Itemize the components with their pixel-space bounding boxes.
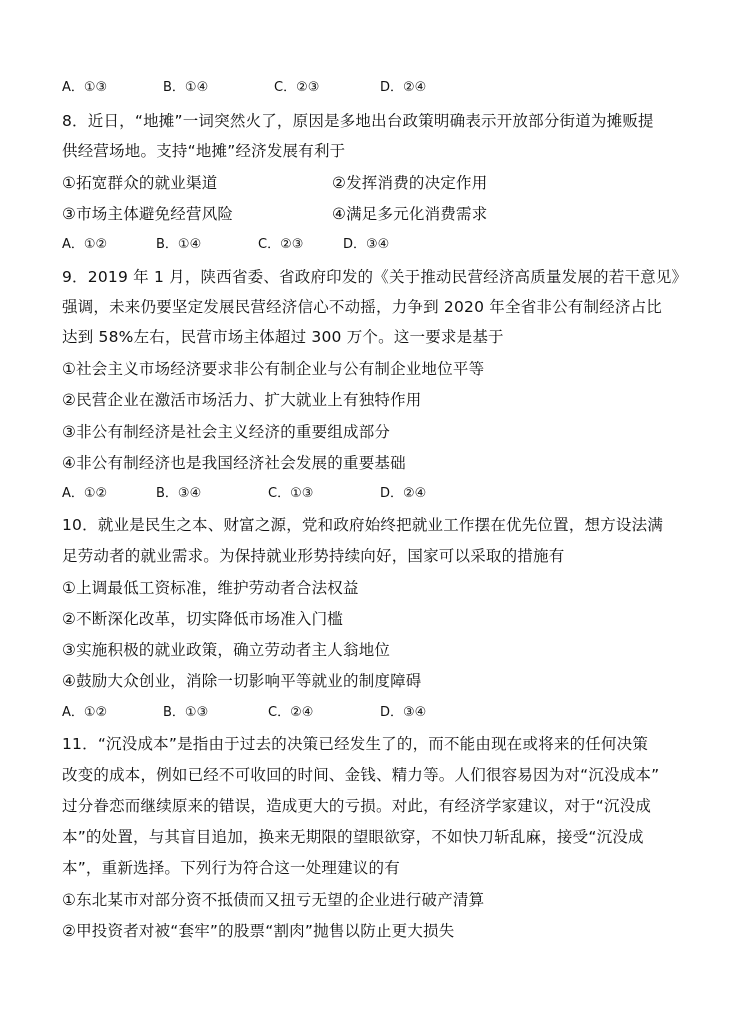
q8-stem-line-1: 8．近日，“地摊”一词突然火了，原因是多地出台政策明确表示开放部分街道为摊贩提 [62,112,654,130]
q7-option-c[interactable]: C．②③ [274,80,320,95]
q9-option-a[interactable]: A．①② [62,486,108,501]
q8-item-2: ②发挥消费的决定作用 [332,174,488,192]
q10-option-a[interactable]: A．①② [62,705,108,720]
q10-stem-line-2: 足劳动者的就业需求。为保持就业形势持续向好，国家可以采取的措施有 [62,547,565,565]
q8-stem-line-2: 供经营场地。支持“地摊”经济发展有利于 [62,142,346,160]
q11-item-1: ①东北某市对部分资不抵债而又扭亏无望的企业进行破产清算 [62,891,485,909]
q7-option-b[interactable]: B．①④ [163,80,209,95]
q10-option-d[interactable]: D．③④ [380,705,427,720]
q10-item-1: ①上调最低工资标准，维护劳动者合法权益 [62,579,359,597]
q10-item-2: ②不断深化改革，切实降低市场准入门槛 [62,610,343,628]
q9-item-1: ①社会主义市场经济要求非公有制企业与公有制企业地位平等 [62,360,485,378]
q7-option-d[interactable]: D．②④ [380,80,427,95]
q11-stem-line-1: 11．“沉没成本”是指由于过去的决策已经发生了的，而不能由现在或将来的任何决策 [62,735,649,753]
q10-item-3: ③实施积极的就业政策，确立劳动者主人翁地位 [62,641,391,659]
q8-item-4: ④满足多元化消费需求 [332,205,488,223]
q8-option-c[interactable]: C．②③ [258,237,304,252]
q9-option-c[interactable]: C．①③ [268,486,314,501]
q11-stem-line-2: 改变的成本，例如已经不可收回的时间、金钱、精力等。人们很容易因为对“沉没成本” [62,766,660,784]
q10-item-4: ④鼓励大众创业，消除一切影响平等就业的制度障碍 [62,672,422,690]
q9-item-4: ④非公有制经济也是我国经济社会发展的重要基础 [62,454,406,472]
q8-item-1: ①拓宽群众的就业渠道 [62,174,218,192]
q10-stem-line-1: 10．就业是民生之本、财富之源，党和政府始终把就业工作摆在优先位置，想方设法满 [62,516,664,534]
q7-option-a[interactable]: A．①③ [62,80,108,95]
q9-option-d[interactable]: D．②④ [380,486,427,501]
q9-item-3: ③非公有制经济是社会主义经济的重要组成部分 [62,423,391,441]
q9-item-2: ②民营企业在激活市场活力、扩大就业上有独特作用 [62,391,422,409]
q8-option-b[interactable]: B．①④ [156,237,202,252]
q9-stem-line-1: 9．2019 年 1 月，陕西省委、省政府印发的《关于推动民营经济高质量发展的若干意见》 [62,268,688,286]
q11-stem-line-4: 本”的处置，与其盲目追加，换来无期限的望眼欲穿，不如快刀斩乱麻，接受“沉没成 [62,828,644,846]
q10-option-b[interactable]: B．①③ [163,705,209,720]
q9-stem-line-3: 达到 58%左右，民营市场主体超过 300 万个。这一要求是基于 [62,328,504,346]
q8-item-3: ③市场主体避免经营风险 [62,205,234,223]
q9-option-b[interactable]: B．③④ [156,486,202,501]
q9-stem-line-2: 强调，未来仍要坚定发展民营经济信心不动摇，力争到 2020 年全省非公有制经济占比 [62,298,663,316]
q11-stem-line-5: 本”，重新选择。下列行为符合这一处理建议的有 [62,859,400,877]
q8-option-d[interactable]: D．③④ [343,237,390,252]
q8-option-a[interactable]: A．①② [62,237,108,252]
q11-item-2: ②甲投资者对被“套牢”的股票“割肉”抛售以防止更大损失 [62,922,455,940]
q11-stem-line-3: 过分眷恋而继续原来的错误，造成更大的亏损。对此，有经济学家建议，对于“沉没成 [62,797,652,815]
q10-option-c[interactable]: C．②④ [268,705,314,720]
